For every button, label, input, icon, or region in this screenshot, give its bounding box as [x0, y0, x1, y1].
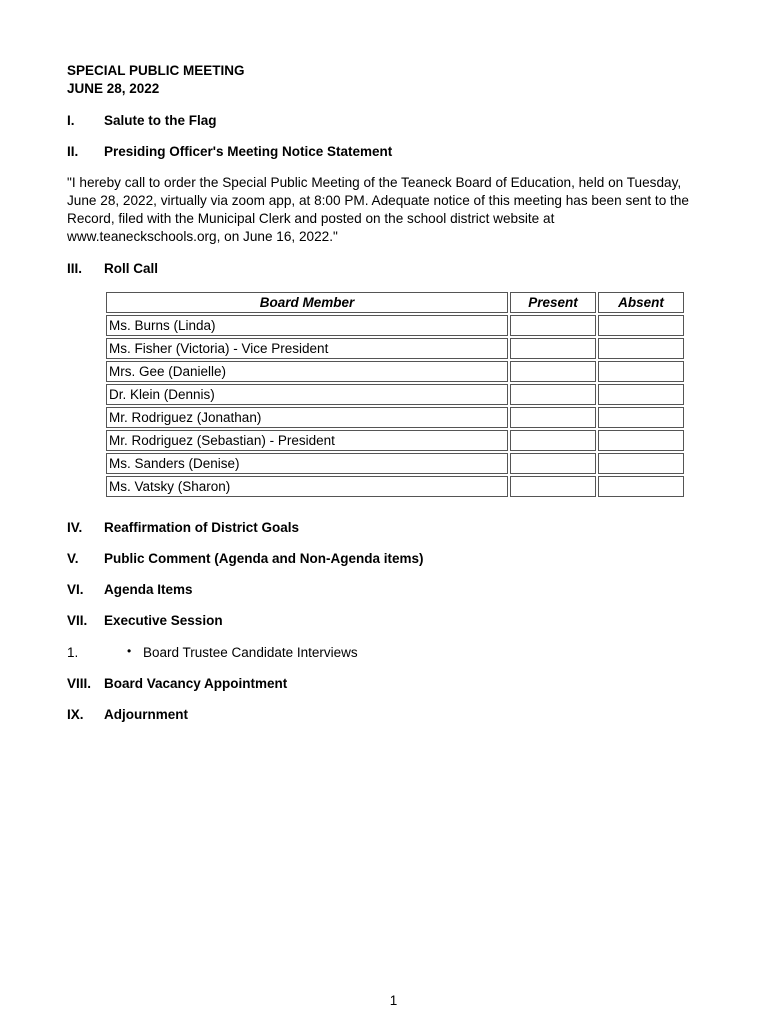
present-cell [510, 476, 596, 497]
document-header [67, 62, 245, 98]
section-title: Executive Session [104, 613, 223, 628]
section-number: VI. [67, 582, 84, 597]
member-name: Ms. Fisher (Victoria) - Vice President [106, 338, 508, 359]
section-roll-call [67, 261, 158, 276]
section-salute [67, 113, 217, 128]
section-title: Presiding Officer's Meeting Notice Statement [104, 144, 393, 159]
present-cell [510, 453, 596, 474]
present-cell [510, 315, 596, 336]
section-number: VIII. [67, 676, 92, 691]
table-row [106, 407, 684, 428]
header-board-member: Board Member [106, 292, 508, 313]
member-name: Dr. Klein (Dennis) [106, 384, 508, 405]
section-adjournment [67, 707, 188, 722]
absent-cell [598, 361, 684, 382]
table-row [106, 361, 684, 382]
item-number: 1. [67, 645, 79, 660]
section-title: Reaffirmation of District Goals [104, 520, 300, 535]
present-cell [510, 361, 596, 382]
section-title: Agenda Items [104, 582, 193, 597]
present-cell [510, 384, 596, 405]
present-cell [510, 430, 596, 451]
absent-cell [598, 453, 684, 474]
meeting-title: SPECIAL PUBLIC MEETING [67, 63, 245, 78]
meeting-date: JUNE 28, 2022 [67, 81, 160, 96]
table-row [106, 476, 684, 497]
section-title: Salute to the Flag [104, 113, 217, 128]
section-number: V. [67, 551, 79, 566]
table-header-row [106, 292, 684, 313]
executive-session-item [67, 644, 358, 660]
absent-cell [598, 384, 684, 405]
section-notice [67, 144, 392, 159]
item-text: Board Trustee Candidate Interviews [143, 645, 358, 660]
absent-cell [598, 430, 684, 451]
header-present: Present [510, 292, 596, 313]
section-district-goals [67, 520, 299, 535]
section-title: Board Vacancy Appointment [104, 676, 288, 691]
section-number: VII. [67, 613, 88, 628]
member-name: Ms. Sanders (Denise) [106, 453, 508, 474]
notice-statement: "I hereby call to order the Special Public Meeting of the Teaneck Board of Education, held on Tuesday, June 28, 2022, virtually via zoom app, at 8:00 PM. Adequate notice of this meeting has been sent to the Record, filed with the Municipal Clerk and posted on the school district website at www.teaneckschools.org, on June 16, 2022." [67, 175, 689, 244]
section-number: IX. [67, 707, 84, 722]
table-row [106, 315, 684, 336]
section-number: IV. [67, 520, 83, 535]
bullet-icon: • [127, 644, 132, 658]
table-row [106, 384, 684, 405]
member-name: Ms. Vatsky (Sharon) [106, 476, 508, 497]
page-number: 1 [389, 993, 398, 1008]
member-name: Mr. Rodriguez (Jonathan) [106, 407, 508, 428]
absent-cell [598, 338, 684, 359]
table-row [106, 453, 684, 474]
absent-cell [598, 315, 684, 336]
section-title: Roll Call [104, 261, 159, 276]
section-board-vacancy [67, 676, 287, 691]
section-executive-session [67, 613, 223, 628]
section-title: Public Comment (Agenda and Non-Agenda items) [104, 551, 424, 566]
absent-cell [598, 407, 684, 428]
member-name: Mrs. Gee (Danielle) [106, 361, 508, 382]
present-cell [510, 338, 596, 359]
member-name: Ms. Burns (Linda) [106, 315, 508, 336]
table-row [106, 430, 684, 451]
member-name: Mr. Rodriguez (Sebastian) - President [106, 430, 508, 451]
section-agenda-items [67, 582, 193, 597]
section-number: I. [67, 113, 75, 128]
section-title: Adjournment [104, 707, 188, 722]
section-number: III. [67, 261, 83, 276]
section-public-comment [67, 551, 424, 566]
roll-call-table [104, 290, 686, 499]
present-cell [510, 407, 596, 428]
absent-cell [598, 476, 684, 497]
section-number: II. [67, 144, 79, 159]
table-row [106, 338, 684, 359]
header-absent: Absent [598, 292, 684, 313]
